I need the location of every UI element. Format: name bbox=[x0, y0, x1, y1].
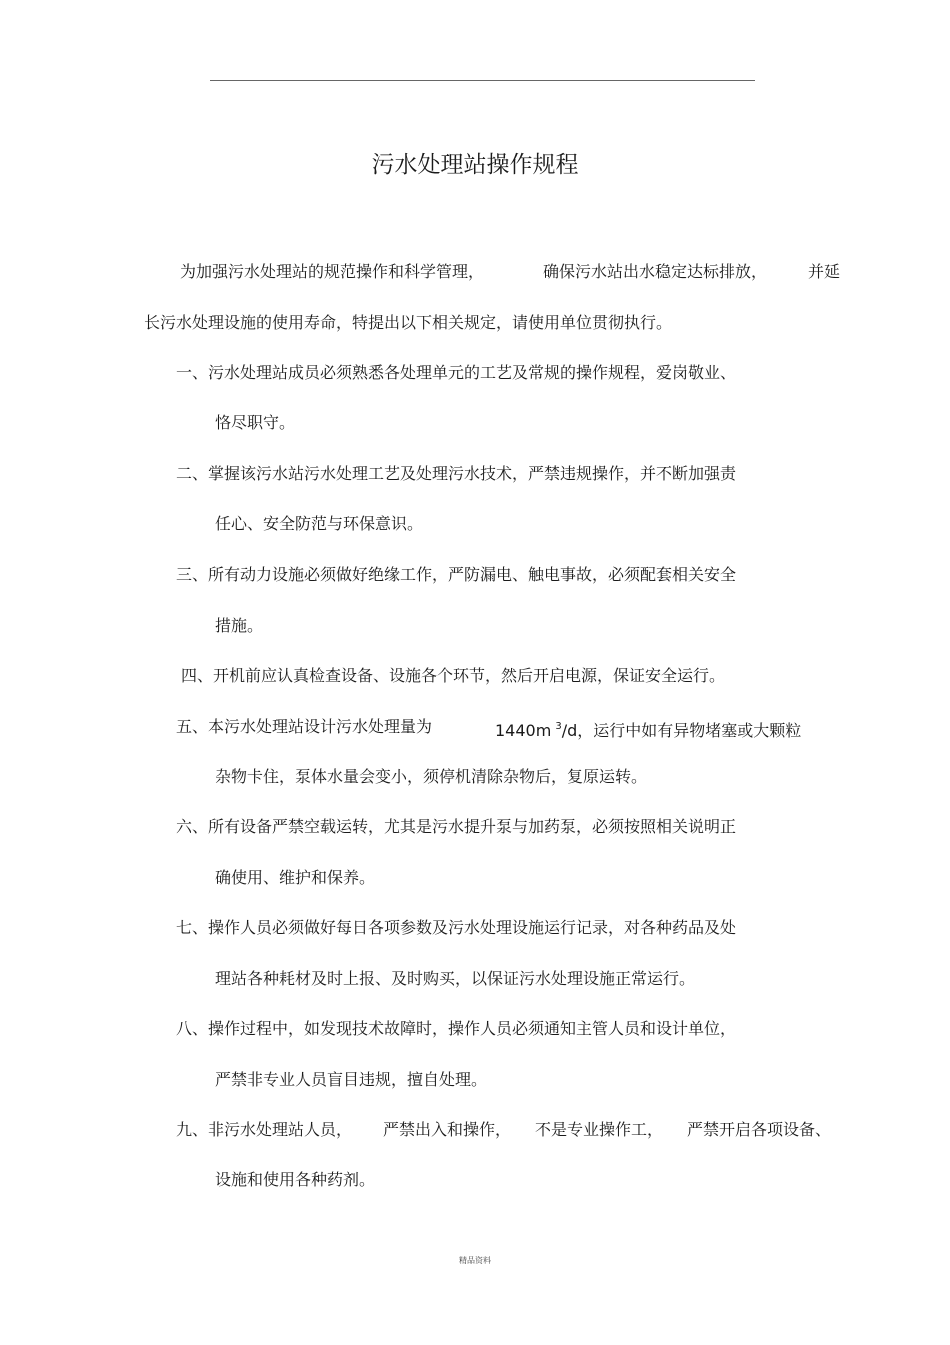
rule-4-line-1: 四、开机前应认真检查设备、设施各个环节，然后开启电源，保证安全运行。 bbox=[181, 666, 726, 685]
rule-8-line-2: 严禁非专业人员盲目违规，擅自处理。 bbox=[215, 1070, 488, 1089]
rule-9-line-2: 设施和使用各种药剂。 bbox=[215, 1170, 376, 1189]
rule-7-line-1: 七、操作人员必须做好每日各项参数及污水处理设施运行记录，对各种药品及处 bbox=[176, 918, 737, 937]
rule-7-line-2: 理站各种耗材及时上报、及时购买，以保证污水处理设施正常运行。 bbox=[215, 969, 696, 988]
rule-6-line-2: 确使用、维护和保养。 bbox=[215, 868, 376, 887]
page-title: 污水处理站操作规程 bbox=[371, 152, 579, 178]
intro-segment-1: 为加强污水处理站的规范操作和科学管理， bbox=[180, 262, 485, 281]
rule-9-segment-3: 不是专业操作工， bbox=[535, 1120, 664, 1139]
rule-9-segment-1: 九、非污水处理站人员， bbox=[176, 1120, 353, 1139]
rule-3-line-2: 措施。 bbox=[215, 616, 264, 635]
rule-2-line-2: 任心、安全防范与环保意识。 bbox=[215, 514, 424, 533]
rule-1-line-2: 恪尽职守。 bbox=[215, 413, 296, 432]
header-rule bbox=[210, 80, 755, 81]
rule-8-line-1: 八、操作过程中，如发现技术故障时，操作人员必须通知主管人员和设计单位， bbox=[176, 1019, 737, 1038]
rule-2-line-1: 二、掌握该污水站污水处理工艺及处理污水技术，严禁违规操作，并不断加强责 bbox=[176, 464, 737, 483]
footer-label: 精品资料 bbox=[459, 1256, 491, 1265]
rule-9-segment-4: 严禁开启各项设备、 bbox=[687, 1120, 832, 1139]
capacity-exponent: 3 bbox=[555, 721, 562, 732]
rule-5-line-1-post: /d，运行中如有异物堵塞或大颗粒 bbox=[561, 721, 802, 740]
intro-segment-2: 确保污水站出水稳定达标排放， bbox=[543, 262, 768, 281]
rule-5-capacity bbox=[495, 717, 801, 741]
rule-9-segment-2: 严禁出入和操作， bbox=[383, 1120, 512, 1139]
rule-5-line-2: 杂物卡住，泵体水量会变小，须停机清除杂物后，复原运转。 bbox=[215, 767, 648, 786]
rule-3-line-1: 三、所有动力设施必须做好绝缘工作，严防漏电、触电事故，必须配套相关安全 bbox=[176, 565, 737, 584]
rule-5-line-1-pre: 五、本污水处理站设计污水处理量为 bbox=[176, 717, 433, 736]
intro-segment-3: 并延 bbox=[808, 262, 841, 281]
intro-line-2: 长污水处理设施的使用寿命，特提出以下相关规定，请使用单位贯彻执行。 bbox=[144, 313, 673, 332]
rule-6-line-1: 六、所有设备严禁空载运转，尤其是污水提升泵与加药泵，必须按照相关说明正 bbox=[176, 817, 737, 836]
capacity-value: 1440m bbox=[495, 721, 552, 740]
rule-1-line-1: 一、污水处理站成员必须熟悉各处理单元的工艺及常规的操作规程，爱岗敬业、 bbox=[176, 363, 737, 382]
